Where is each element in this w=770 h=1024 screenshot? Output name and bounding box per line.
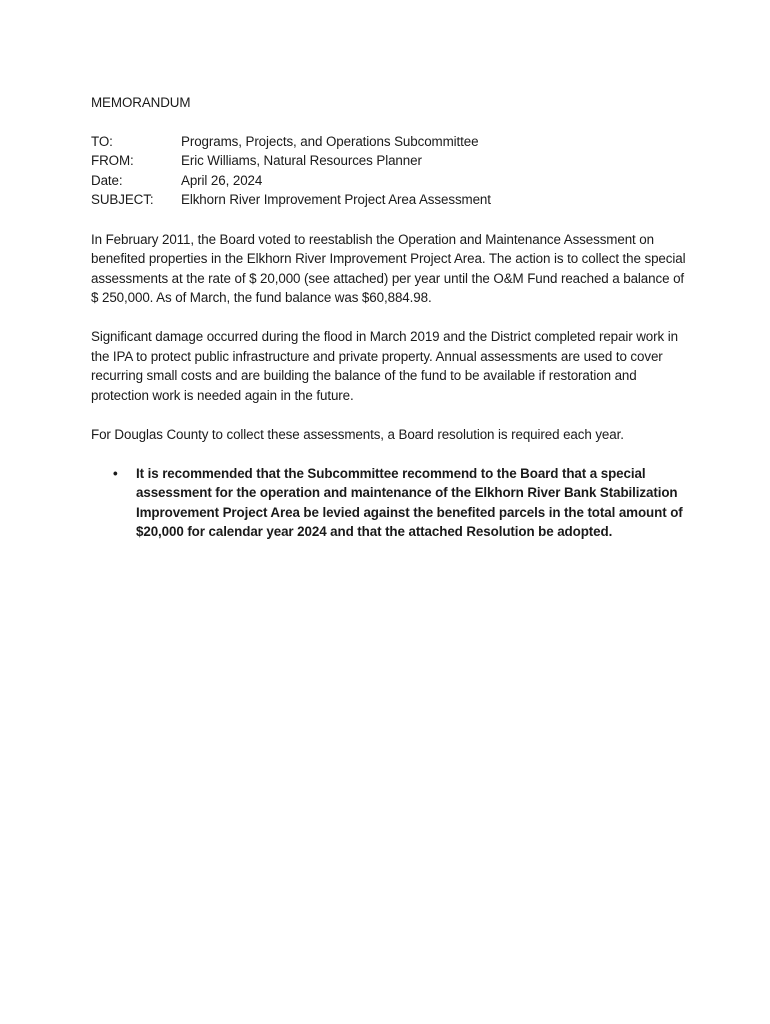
date-value: April 26, 2024	[181, 172, 263, 188]
paragraph-flood-damage: Significant damage occurred during the flood in March 2019 and the District completed repair work in the IPA to protect public infrastructure and private property. Annual assessments are used to cover recurring small costs and are building the balance of the fund to be available if restoration and protection work is needed again in the future.	[91, 329, 678, 403]
header-row-from	[91, 151, 691, 171]
header-row-to	[91, 132, 691, 152]
header-row-date	[91, 171, 691, 191]
recommendation-item	[91, 464, 691, 542]
recommendation-text: It is recommended that the Subcommittee recommend to the Board that a special assessment for the operation and maintenance of the Elkhorn River Bank Stabilization Improvement Project Area be levied against the benefited parcels in the total amount of $20,000 for calendar year 2024 and that the attached Resolution be adopted.	[136, 465, 683, 539]
memo-header	[91, 132, 691, 210]
memo-body	[91, 93, 691, 542]
paragraph-resolution-requirement: For Douglas County to collect these assessments, a Board resolution is required each year.	[91, 426, 624, 442]
to-value: Programs, Projects, and Operations Subcommittee	[181, 133, 479, 149]
header-row-subject	[91, 190, 691, 210]
date-label: Date:	[91, 172, 123, 188]
paragraph-background: In February 2011, the Board voted to reestablish the Operation and Maintenance Assessment on benefited properties in the Elkhorn River Improvement Project Area. The action is to collect the special assessments at the rate of $ 20,000 (see attached) per year until the O&M Fund reached a balance of $ 250,000. As of March, the fund balance was $60,884.98.	[91, 231, 686, 305]
memo-title: MEMORANDUM	[91, 95, 191, 110]
subject-label: SUBJECT:	[91, 192, 154, 207]
from-label: FROM:	[91, 153, 134, 168]
from-value: Eric Williams, Natural Resources Planner	[181, 153, 422, 168]
to-label: TO:	[91, 133, 113, 149]
bullet-icon: •	[113, 465, 118, 481]
recommendation-list	[91, 464, 691, 542]
subject-value: Elkhorn River Improvement Project Area Assessment	[181, 192, 491, 207]
